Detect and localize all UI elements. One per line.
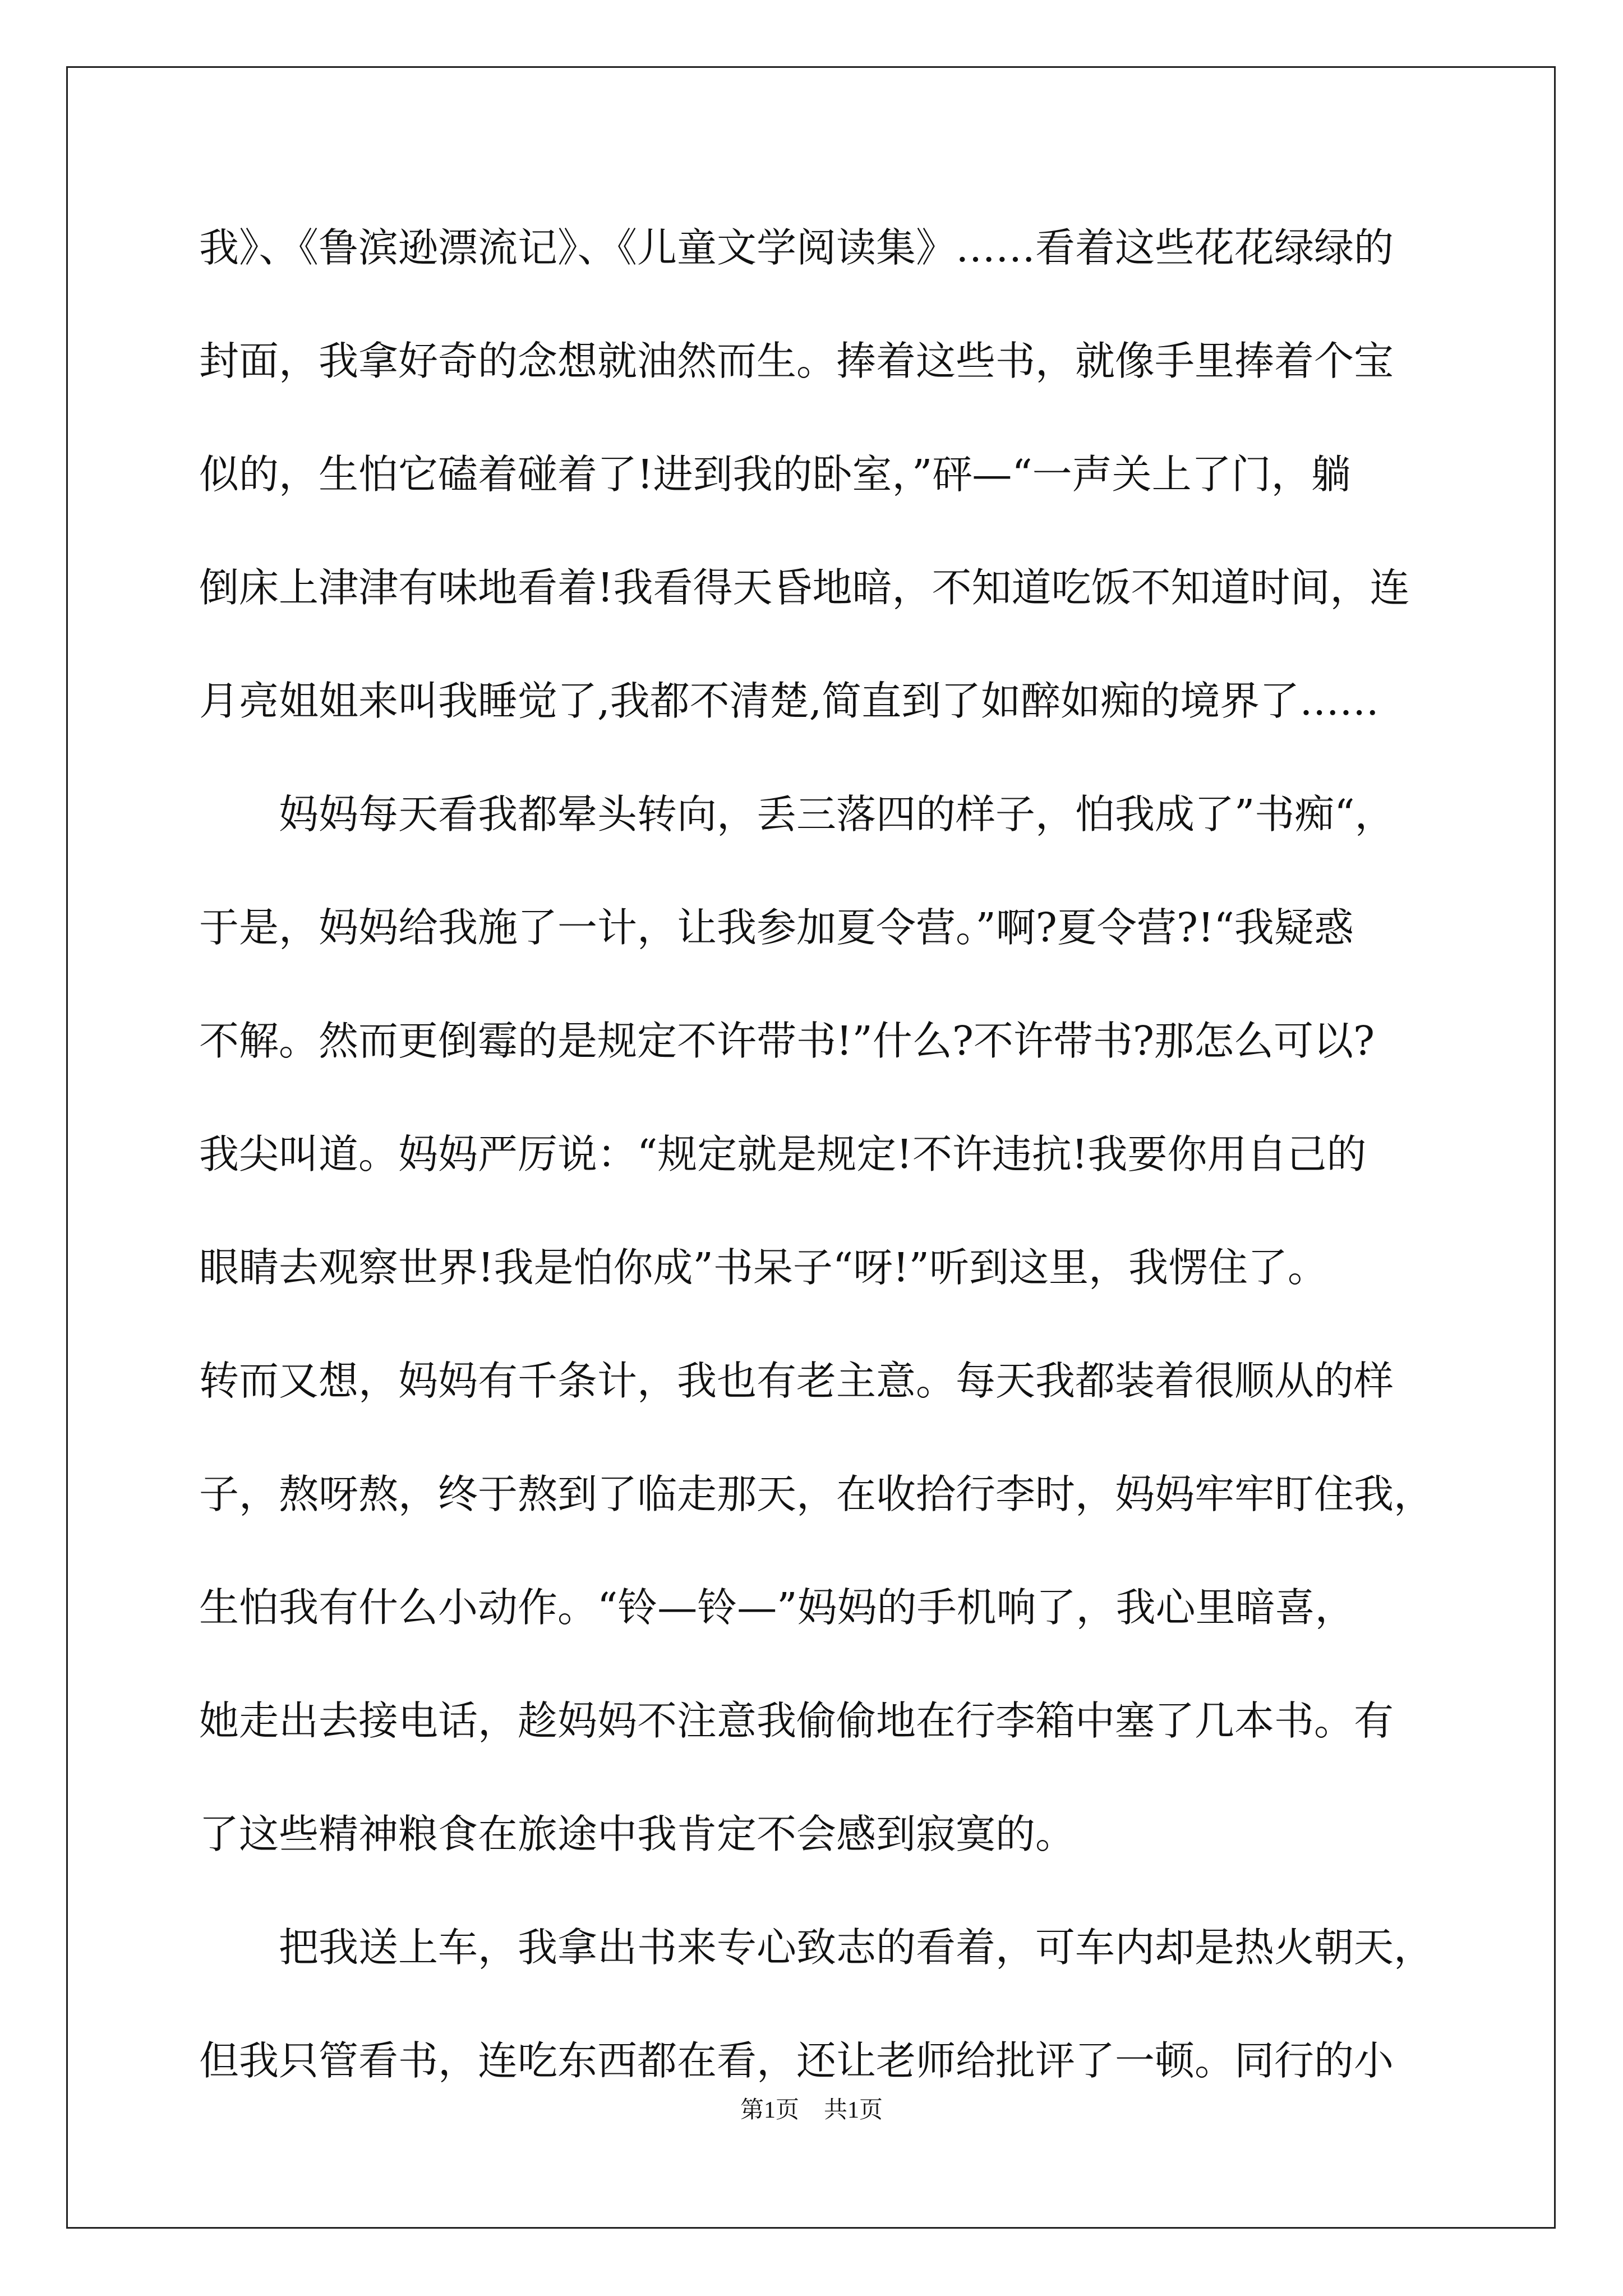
text-line: 生怕我有什么小动作。“铃—铃—”妈妈的手机响了，我心里暗喜，: [199, 1584, 1355, 1631]
text-line: 倒床上津津有味地看着!我看得天昏地暗，不知道吃饭不知道时间，连: [199, 564, 1410, 611]
text-line: 不解。然而更倒霉的是规定不许带书!”什么?不许带书?那怎么可以?: [199, 1018, 1375, 1064]
text-line: 我》、《鲁滨逊漂流记》、《儿童文学阅读集》……看着这些花花绿绿的: [199, 224, 1394, 271]
text-line: 了这些精神粮食在旅途中我肯定不会感到寂寞的。: [199, 1811, 1076, 1857]
text-line: 子，熬呀熬，终于熬到了临走那天，在收拾行李时，妈妈牢牢盯住我，: [199, 1471, 1434, 1517]
page-footer: [0, 2093, 1623, 2127]
text-line: 封面，我拿好奇的念想就油然而生。捧着这些书，就像手里捧着个宝: [199, 338, 1394, 384]
text-line: 似的，生怕它磕着碰着了!进到我的卧室，”砰—“一声关上了门，躺: [199, 451, 1351, 498]
page-total: 共1页: [824, 2097, 883, 2123]
text-line: 转而又想，妈妈有千条计，我也有老主意。每天我都装着很顺从的样: [199, 1358, 1394, 1404]
text-line: 于是，妈妈给我施了一计，让我参加夏令营。”啊?夏令营?!“我疑惑: [199, 904, 1354, 951]
article-body: [199, 213, 1441, 2139]
page-number: 第1页: [740, 2097, 799, 2123]
text-line: 月亮姐姐来叫我睡觉了,我都不清楚,简直到了如醉如痴的境界了……: [199, 678, 1380, 724]
text-line: 眼睛去观察世界!我是怕你成”书呆子“呀!”听到这里，我愣住了。: [199, 1244, 1327, 1291]
paragraph-first-line: 妈妈每天看我都晕头转向，丢三落四的样子，怕我成了”书痴“，: [279, 791, 1395, 838]
paragraph-first-line: 把我送上车，我拿出书来专心致志的看着，可车内却是热火朝天，: [279, 1924, 1434, 1971]
text-line: 我尖叫道。妈妈严厉说：“规定就是规定!不许违抗!我要你用自己的: [199, 1131, 1367, 1177]
text-line: 但我只管看书，连吃东西都在看，还让老师给批评了一顿。同行的小: [199, 2037, 1394, 2084]
text-line: 她走出去接电话，趁妈妈不注意我偷偷地在行李箱中塞了几本书。有: [199, 1697, 1394, 1744]
